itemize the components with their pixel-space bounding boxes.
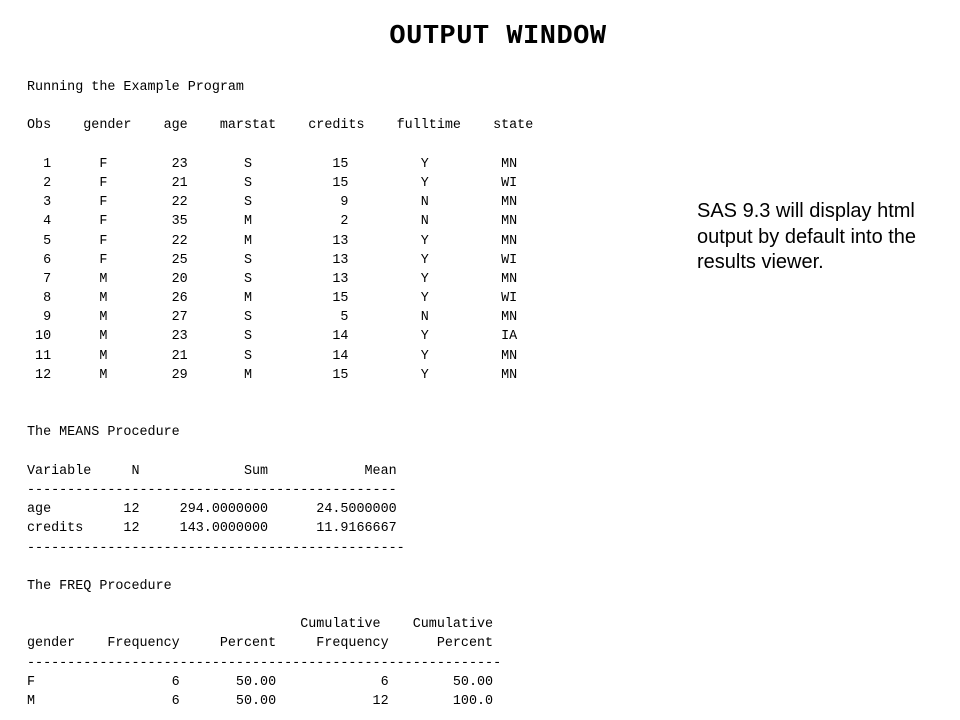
output-line: 11 M 21 S 14 Y MN	[27, 348, 518, 364]
output-line: age 12 294.0000000 24.5000000	[27, 502, 397, 518]
output-line	[27, 385, 533, 404]
output-line: 9 M 27 S 5 N MN	[27, 310, 518, 326]
output-line: Running the Example Program	[27, 80, 244, 95]
output-listing	[27, 78, 533, 711]
output-line: 5 F 22 M 13 Y MN	[27, 233, 518, 249]
output-line: 1 F 23 S 15 Y MN	[27, 156, 518, 172]
output-line: 12 M 29 M 15 Y MN	[27, 367, 518, 383]
output-line: 3 F 22 S 9 N MN	[27, 195, 518, 211]
output-line: credits 12 143.0000000 11.9166667	[27, 521, 397, 537]
output-line: F 6 50.00 6 50.00	[27, 674, 494, 690]
output-line	[27, 558, 533, 577]
output-line: gender Frequency Percent Frequency Percent	[27, 636, 494, 652]
output-line	[27, 443, 533, 462]
output-line: Obs gender age marstat credits fulltime state	[27, 118, 534, 134]
output-line: ----------------------------------------------	[27, 482, 397, 498]
output-line: 4 F 35 M 2 N MN	[27, 214, 518, 230]
output-line: 2 F 21 S 15 Y WI	[27, 175, 518, 191]
window-title: OUTPUT WINDOW	[389, 22, 607, 52]
output-line: 10 M 23 S 14 Y IA	[27, 329, 518, 345]
output-line: 8 M 26 M 15 Y WI	[27, 291, 518, 307]
output-line: M 6 50.00 12 100.0	[27, 694, 494, 709]
output-line: Cumulative Cumulative	[27, 617, 494, 633]
output-line: 7 M 20 S 13 Y MN	[27, 271, 518, 287]
output-line: 6 F 25 S 13 Y WI	[27, 252, 518, 268]
output-line: The FREQ Procedure	[27, 578, 172, 594]
output-line: -----------------------------------------------	[27, 540, 405, 556]
output-line	[27, 596, 533, 615]
output-line: The MEANS Procedure	[27, 425, 180, 441]
output-line	[27, 404, 533, 423]
annotation-note: SAS 9.3 will display html output by default into the results viewer.	[697, 200, 917, 273]
output-line	[27, 136, 533, 155]
output-line: -----------------------------------------------------------	[27, 655, 502, 671]
output-line	[27, 97, 533, 116]
output-line: Variable N Sum Mean	[27, 463, 397, 479]
